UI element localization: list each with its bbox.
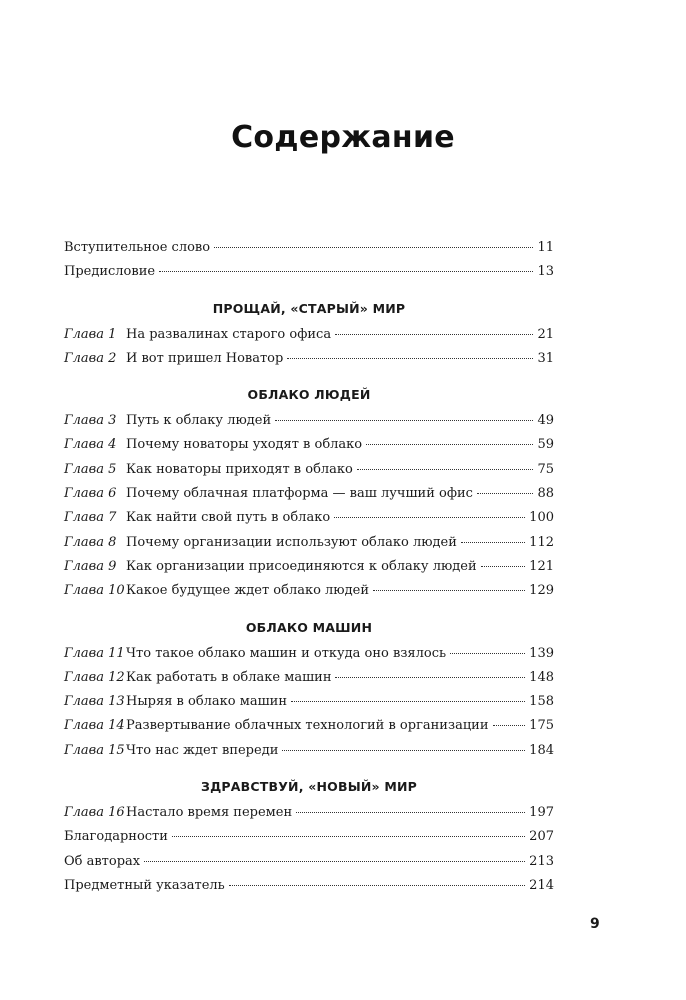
toc-entry-chapter-4[interactable] — [64, 437, 554, 461]
chapter-label: Глава 3 — [64, 413, 117, 429]
entry-page: 207 — [529, 829, 554, 845]
chapter-label: Глава 9 — [64, 558, 117, 574]
leader-dots — [450, 653, 525, 654]
chapter-label: Глава 4 — [64, 437, 117, 453]
leader-dots — [282, 750, 525, 751]
leader-dots — [144, 861, 525, 862]
section-heading: ОБЛАКО МАШИН — [245, 619, 373, 635]
entry-page: 13 — [537, 264, 554, 280]
chapter-label: Глава 12 — [64, 669, 125, 685]
chapter-label: Глава 11 — [64, 645, 125, 661]
chapter-label: Глава 14 — [64, 718, 125, 734]
chapter-page: 88 — [537, 486, 554, 502]
chapter-title: Как найти свой путь в облако — [126, 510, 331, 526]
leader-dots — [335, 677, 525, 678]
toc-entry-chapter-14[interactable] — [64, 718, 554, 742]
entry-page: 11 — [537, 240, 554, 255]
leader-dots — [373, 590, 525, 591]
chapter-label: Глава 5 — [64, 461, 117, 477]
chapter-page: 158 — [529, 694, 554, 710]
table-of-contents — [64, 240, 554, 902]
section-heading: ЗДРАВСТВУЙ, «НОВЫЙ» МИР — [201, 779, 417, 795]
section-heading: ПРОЩАЙ, «СТАРЫЙ» МИР — [212, 300, 406, 316]
chapter-label: Глава 13 — [64, 694, 125, 710]
toc-entry-preface[interactable] — [64, 264, 554, 288]
leader-dots — [159, 271, 533, 272]
chapter-page: 148 — [529, 669, 554, 685]
toc-entry-acknowledgements[interactable] — [64, 829, 554, 853]
chapter-page: 100 — [529, 510, 554, 526]
chapter-title: Развертывание облачных технологий в организации — [126, 718, 489, 734]
toc-entry-chapter-10[interactable] — [64, 583, 554, 607]
leader-dots — [334, 517, 525, 518]
chapter-title: Что нас ждет впереди — [126, 742, 279, 758]
toc-entry-chapter-5[interactable] — [64, 462, 554, 486]
chapter-page: 129 — [529, 583, 554, 599]
leader-dots — [214, 247, 533, 248]
chapter-title: Почему новаторы уходят в облако — [126, 437, 363, 453]
chapter-title: Что такое облако машин и откуда оно взялось — [126, 645, 447, 661]
page-number: 9 — [590, 916, 600, 932]
toc-entry-chapter-1[interactable] — [64, 327, 554, 351]
chapter-page: 112 — [529, 534, 554, 550]
entry-page: 213 — [529, 853, 554, 869]
chapter-title: Ныряя в облако машин — [126, 694, 288, 710]
chapter-page: 139 — [529, 645, 554, 661]
toc-entry-chapter-3[interactable] — [64, 413, 554, 437]
entry-title: Благодарности — [64, 829, 168, 845]
chapter-title: Почему организации используют облако людей — [126, 534, 457, 550]
leader-dots — [172, 836, 525, 837]
entry-title: Предисловие — [64, 264, 156, 280]
entry-title: Об авторах — [64, 853, 141, 869]
chapter-label: Глава 7 — [64, 510, 117, 526]
page-title: Содержание — [231, 120, 455, 155]
chapter-page: 21 — [537, 326, 554, 342]
chapter-title: На развалинах старого офиса — [126, 326, 332, 342]
leader-dots — [229, 885, 525, 886]
toc-entry-chapter-9[interactable] — [64, 559, 554, 583]
toc-entry-chapter-6[interactable] — [64, 486, 554, 510]
leader-dots — [287, 358, 533, 359]
chapter-page: 31 — [537, 350, 554, 366]
chapter-label: Глава 1 — [64, 326, 117, 342]
leader-dots — [335, 334, 533, 335]
toc-entry-chapter-7[interactable] — [64, 510, 554, 534]
chapter-title: Почему облачная платформа — ваш лучший офис — [126, 486, 473, 502]
toc-entry-chapter-12[interactable] — [64, 670, 554, 694]
toc-entry-chapter-15[interactable] — [64, 743, 554, 767]
chapter-title: Как работать в облаке машин — [126, 669, 332, 685]
chapter-title: Путь к облаку людей — [126, 413, 272, 429]
chapter-label: Глава 16 — [64, 805, 125, 821]
leader-dots — [296, 812, 525, 813]
chapter-label: Глава 8 — [64, 534, 117, 550]
chapter-page: 75 — [537, 461, 554, 477]
chapter-label: Глава 6 — [64, 486, 117, 502]
leader-dots — [366, 444, 533, 445]
entry-title: Предметный указатель — [64, 877, 225, 893]
chapter-page: 49 — [537, 413, 554, 429]
chapter-label: Глава 15 — [64, 742, 125, 758]
chapter-label: Глава 10 — [64, 583, 125, 599]
leader-dots — [493, 725, 526, 726]
leader-dots — [461, 542, 525, 543]
chapter-title: Как новаторы приходят в облако — [126, 461, 353, 477]
entry-title: Вступительное слово — [64, 240, 211, 255]
chapter-page: 184 — [529, 742, 554, 758]
leader-dots — [275, 420, 533, 421]
chapter-page: 121 — [529, 558, 554, 574]
leader-dots — [477, 493, 534, 494]
toc-entry-chapter-2[interactable] — [64, 351, 554, 375]
toc-entry-foreword[interactable] — [64, 240, 554, 264]
toc-entry-chapter-13[interactable] — [64, 694, 554, 718]
leader-dots — [291, 701, 525, 702]
chapter-title: Какое будущее ждет облако людей — [126, 583, 369, 599]
chapter-title: И вот пришел Новатор — [126, 350, 284, 366]
chapter-title: Как организации присоединяются к облаку людей — [126, 558, 477, 574]
section-heading: ОБЛАКО ЛЮДЕЙ — [247, 387, 371, 403]
leader-dots — [481, 566, 526, 567]
chapter-title: Настало время перемен — [126, 805, 293, 821]
entry-page: 214 — [529, 877, 554, 893]
toc-entry-chapter-16[interactable] — [64, 805, 554, 829]
toc-entry-about-authors[interactable] — [64, 854, 554, 878]
chapter-page: 197 — [529, 805, 554, 821]
toc-entry-chapter-8[interactable] — [64, 535, 554, 559]
chapter-page: 175 — [529, 718, 554, 734]
toc-entry-chapter-11[interactable] — [64, 646, 554, 670]
chapter-label: Глава 2 — [64, 350, 117, 366]
toc-entry-index[interactable] — [64, 878, 554, 902]
leader-dots — [357, 469, 534, 470]
chapter-page: 59 — [537, 437, 554, 453]
